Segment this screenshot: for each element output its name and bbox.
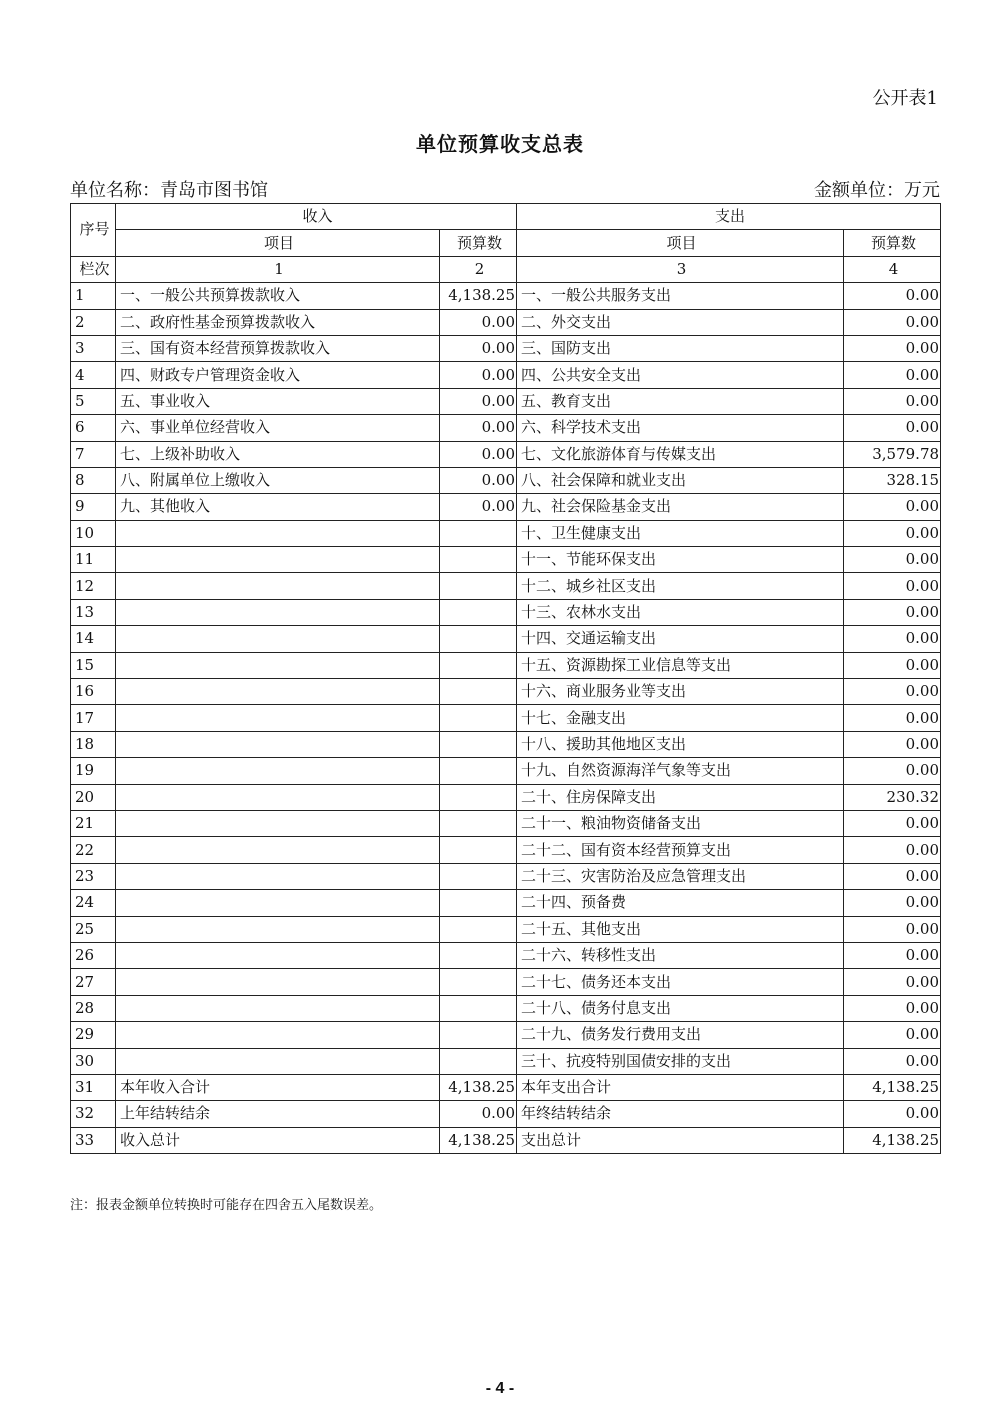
- expense-item-cell: 十七、金融支出: [517, 705, 844, 731]
- row-seq-cell: 26: [71, 942, 116, 968]
- column-number-label: 栏次: [71, 256, 116, 282]
- income-item-cell: [116, 863, 440, 889]
- income-item-cell: 二、政府性基金预算拨款收入: [116, 309, 440, 335]
- expense-amount-cell: 0.00: [844, 916, 941, 942]
- row-seq-cell: 6: [71, 415, 116, 441]
- table-label: 公开表1: [872, 88, 938, 109]
- budget-summary-table: [70, 203, 941, 1154]
- expense-item-cell: 十、卫生健康支出: [517, 520, 844, 546]
- income-amount-cell: [440, 758, 517, 784]
- table-row: [71, 863, 941, 889]
- table-row: [71, 679, 941, 705]
- expense-item-cell: 支出总计: [517, 1127, 844, 1153]
- column-number-1: 1: [116, 256, 440, 282]
- income-amount-cell: 0.00: [440, 415, 517, 441]
- income-item-cell: 一、一般公共预算拨款收入: [116, 283, 440, 309]
- income-item-cell: 三、国有资本经营预算拨款收入: [116, 335, 440, 361]
- income-item-cell: [116, 916, 440, 942]
- income-amount-cell: [440, 705, 517, 731]
- income-item-cell: [116, 573, 440, 599]
- expense-amount-cell: 0.00: [844, 863, 941, 889]
- row-seq-cell: 7: [71, 441, 116, 467]
- expense-amount-cell: 0.00: [844, 810, 941, 836]
- income-item-cell: 四、财政专户管理资金收入: [116, 362, 440, 388]
- income-amount-cell: 0.00: [440, 362, 517, 388]
- income-amount-cell: [440, 995, 517, 1021]
- table-row: [71, 995, 941, 1021]
- expense-item-cell: 十二、城乡社区支出: [517, 573, 844, 599]
- expense-item-cell: 二十一、粮油物资储备支出: [517, 810, 844, 836]
- expense-item-cell: 十一、节能环保支出: [517, 547, 844, 573]
- row-seq-cell: 1: [71, 283, 116, 309]
- row-seq-cell: 11: [71, 547, 116, 573]
- table-row: [71, 283, 941, 309]
- row-seq-cell: 4: [71, 362, 116, 388]
- table-row: [71, 335, 941, 361]
- expense-item-cell: 二十、住房保障支出: [517, 784, 844, 810]
- income-item-cell: [116, 969, 440, 995]
- income-item-cell: 本年收入合计: [116, 1074, 440, 1100]
- expense-item-cell: 一、一般公共服务支出: [517, 283, 844, 309]
- table-row: [71, 890, 941, 916]
- expense-amount-cell: 0.00: [844, 1022, 941, 1048]
- income-amount-cell: 0.00: [440, 494, 517, 520]
- expense-amount-cell: 0.00: [844, 335, 941, 361]
- table-row: [71, 1048, 941, 1074]
- amount-unit: 金额单位：万元: [814, 180, 940, 201]
- row-seq-cell: 15: [71, 652, 116, 678]
- column-number-3: 3: [517, 256, 844, 282]
- expense-amount-cell: 0.00: [844, 415, 941, 441]
- income-item-cell: [116, 758, 440, 784]
- expense-amount-cell: 4,138.25: [844, 1127, 941, 1153]
- row-seq-cell: 18: [71, 731, 116, 757]
- income-item-cell: [116, 679, 440, 705]
- income-amount-cell: [440, 679, 517, 705]
- income-item-cell: [116, 837, 440, 863]
- column-number-2: 2: [440, 256, 517, 282]
- income-item-header: 项目: [116, 230, 440, 256]
- income-item-cell: [116, 942, 440, 968]
- expense-item-cell: 十八、援助其他地区支出: [517, 731, 844, 757]
- table-row: [71, 467, 941, 493]
- row-seq-cell: 27: [71, 969, 116, 995]
- income-amount-cell: [440, 837, 517, 863]
- income-item-cell: [116, 599, 440, 625]
- expense-amount-cell: 0.00: [844, 652, 941, 678]
- expense-item-cell: 二十三、灾害防治及应急管理支出: [517, 863, 844, 889]
- expense-item-cell: 三十、抗疫特别国债安排的支出: [517, 1048, 844, 1074]
- income-amount-cell: 4,138.25: [440, 283, 517, 309]
- income-amount-cell: 0.00: [440, 335, 517, 361]
- row-seq-cell: 13: [71, 599, 116, 625]
- income-item-cell: [116, 705, 440, 731]
- expense-amount-cell: 328.15: [844, 467, 941, 493]
- expense-item-header: 项目: [517, 230, 844, 256]
- table-row: [71, 520, 941, 546]
- income-amount-cell: [440, 890, 517, 916]
- income-amount-cell: [440, 626, 517, 652]
- income-amount-cell: 4,138.25: [440, 1074, 517, 1100]
- table-row: [71, 309, 941, 335]
- income-amount-cell: [440, 573, 517, 599]
- page-title: 单位预算收支总表: [416, 132, 584, 156]
- expense-item-cell: 十六、商业服务业等支出: [517, 679, 844, 705]
- unit-name: 单位名称：青岛市图书馆: [70, 180, 268, 201]
- row-seq-cell: 25: [71, 916, 116, 942]
- table-row: [71, 731, 941, 757]
- expense-item-cell: 二、外交支出: [517, 309, 844, 335]
- column-number-row: [71, 256, 941, 282]
- income-amount-cell: [440, 942, 517, 968]
- column-number-4: 4: [844, 256, 941, 282]
- row-seq-cell: 24: [71, 890, 116, 916]
- income-amount-cell: [440, 863, 517, 889]
- row-seq-cell: 20: [71, 784, 116, 810]
- income-item-cell: 五、事业收入: [116, 388, 440, 414]
- row-seq-cell: 12: [71, 573, 116, 599]
- expense-item-cell: 九、社会保险基金支出: [517, 494, 844, 520]
- income-item-cell: 八、附属单位上缴收入: [116, 467, 440, 493]
- income-amount-cell: [440, 520, 517, 546]
- income-amount-cell: [440, 1048, 517, 1074]
- expense-amount-cell: 0.00: [844, 679, 941, 705]
- table-row: [71, 758, 941, 784]
- table-row: [71, 494, 941, 520]
- income-amount-cell: [440, 784, 517, 810]
- table-row: [71, 652, 941, 678]
- expense-amount-cell: 230.32: [844, 784, 941, 810]
- row-seq-cell: 2: [71, 309, 116, 335]
- row-seq-cell: 10: [71, 520, 116, 546]
- income-item-cell: [116, 731, 440, 757]
- table-body: [71, 283, 941, 1154]
- table-row: [71, 1101, 941, 1127]
- table-row: [71, 599, 941, 625]
- table-row: [71, 969, 941, 995]
- table-row: [71, 942, 941, 968]
- income-item-cell: 收入总计: [116, 1127, 440, 1153]
- table-row: [71, 547, 941, 573]
- footnote: 注：报表金额单位转换时可能存在四舍五入尾数误差。: [70, 1198, 383, 1213]
- expense-item-cell: 十五、资源勘探工业信息等支出: [517, 652, 844, 678]
- expense-item-cell: 十九、自然资源海洋气象等支出: [517, 758, 844, 784]
- income-amount-cell: 0.00: [440, 309, 517, 335]
- expense-item-cell: 二十六、转移性支出: [517, 942, 844, 968]
- expense-amount-cell: 0.00: [844, 969, 941, 995]
- income-item-cell: [116, 890, 440, 916]
- income-item-cell: [116, 547, 440, 573]
- table-row: [71, 784, 941, 810]
- expense-amount-cell: 0.00: [844, 758, 941, 784]
- header-row-2: [71, 230, 941, 256]
- income-item-cell: 上年结转结余: [116, 1101, 440, 1127]
- income-amount-cell: [440, 1022, 517, 1048]
- table-row: [71, 362, 941, 388]
- row-seq-cell: 8: [71, 467, 116, 493]
- expense-item-cell: 二十五、其他支出: [517, 916, 844, 942]
- row-seq-cell: 16: [71, 679, 116, 705]
- table-row: [71, 1022, 941, 1048]
- table-row: [71, 441, 941, 467]
- expense-item-cell: 本年支出合计: [517, 1074, 844, 1100]
- income-item-cell: [116, 810, 440, 836]
- expense-amount-cell: 0.00: [844, 309, 941, 335]
- expense-amount-cell: 0.00: [844, 837, 941, 863]
- expense-amount-cell: 0.00: [844, 995, 941, 1021]
- income-amount-cell: 0.00: [440, 1101, 517, 1127]
- expense-amount-cell: 0.00: [844, 942, 941, 968]
- expense-item-cell: 二十七、债务还本支出: [517, 969, 844, 995]
- table-row: [71, 837, 941, 863]
- expense-amount-cell: 4,138.25: [844, 1074, 941, 1100]
- income-item-cell: [116, 784, 440, 810]
- expense-item-cell: 六、科学技术支出: [517, 415, 844, 441]
- expense-amount-cell: 0.00: [844, 1101, 941, 1127]
- expense-amount-cell: 0.00: [844, 494, 941, 520]
- income-amount-cell: [440, 731, 517, 757]
- income-amount-cell: [440, 652, 517, 678]
- income-amount-cell: [440, 547, 517, 573]
- expense-header: 支出: [517, 204, 941, 230]
- row-seq-cell: 28: [71, 995, 116, 1021]
- income-amount-cell: 4,138.25: [440, 1127, 517, 1153]
- expense-amount-cell: 0.00: [844, 547, 941, 573]
- table-row: [71, 573, 941, 599]
- row-seq-cell: 3: [71, 335, 116, 361]
- header-row-1: [71, 204, 941, 230]
- table-row: [71, 626, 941, 652]
- row-seq-cell: 30: [71, 1048, 116, 1074]
- expense-amount-cell: 0.00: [844, 890, 941, 916]
- page-number: - 4 -: [485, 1380, 515, 1397]
- row-seq-cell: 32: [71, 1101, 116, 1127]
- expense-amount-cell: 0.00: [844, 573, 941, 599]
- income-item-cell: 七、上级补助收入: [116, 441, 440, 467]
- expense-item-cell: 十四、交通运输支出: [517, 626, 844, 652]
- income-item-cell: [116, 626, 440, 652]
- expense-amount-cell: 0.00: [844, 362, 941, 388]
- income-header: 收入: [116, 204, 517, 230]
- income-amount-cell: [440, 969, 517, 995]
- row-seq-cell: 21: [71, 810, 116, 836]
- table-row: [71, 810, 941, 836]
- table-row: [71, 916, 941, 942]
- row-seq-cell: 19: [71, 758, 116, 784]
- expense-item-cell: 八、社会保障和就业支出: [517, 467, 844, 493]
- income-amount-cell: 0.00: [440, 467, 517, 493]
- row-seq-cell: 33: [71, 1127, 116, 1153]
- expense-amount-cell: 0.00: [844, 626, 941, 652]
- table-row: [71, 415, 941, 441]
- income-amount-cell: 0.00: [440, 441, 517, 467]
- income-item-cell: [116, 1048, 440, 1074]
- income-budget-header: 预算数: [440, 230, 517, 256]
- expense-item-cell: 二十八、债务付息支出: [517, 995, 844, 1021]
- income-item-cell: [116, 520, 440, 546]
- income-amount-cell: [440, 599, 517, 625]
- expense-item-cell: 四、公共安全支出: [517, 362, 844, 388]
- row-seq-cell: 5: [71, 388, 116, 414]
- expense-item-cell: 二十二、国有资本经营预算支出: [517, 837, 844, 863]
- income-amount-cell: 0.00: [440, 388, 517, 414]
- expense-item-cell: 十三、农林水支出: [517, 599, 844, 625]
- table-row: [71, 705, 941, 731]
- income-item-cell: 六、事业单位经营收入: [116, 415, 440, 441]
- row-seq-cell: 29: [71, 1022, 116, 1048]
- income-item-cell: [116, 995, 440, 1021]
- row-seq-cell: 9: [71, 494, 116, 520]
- table-row: [71, 1127, 941, 1153]
- row-seq-cell: 14: [71, 626, 116, 652]
- row-seq-cell: 22: [71, 837, 116, 863]
- income-item-cell: [116, 652, 440, 678]
- income-amount-cell: [440, 810, 517, 836]
- expense-amount-cell: 3,579.78: [844, 441, 941, 467]
- table-row: [71, 1074, 941, 1100]
- expense-item-cell: 三、国防支出: [517, 335, 844, 361]
- expense-item-cell: 年终结转结余: [517, 1101, 844, 1127]
- expense-amount-cell: 0.00: [844, 520, 941, 546]
- income-item-cell: 九、其他收入: [116, 494, 440, 520]
- expense-item-cell: 二十九、债务发行费用支出: [517, 1022, 844, 1048]
- table-row: [71, 388, 941, 414]
- expense-amount-cell: 0.00: [844, 283, 941, 309]
- expense-amount-cell: 0.00: [844, 599, 941, 625]
- expense-item-cell: 二十四、预备费: [517, 890, 844, 916]
- row-seq-cell: 31: [71, 1074, 116, 1100]
- income-item-cell: [116, 1022, 440, 1048]
- expense-budget-header: 预算数: [844, 230, 941, 256]
- unit-info-row: [70, 176, 940, 202]
- expense-amount-cell: 0.00: [844, 705, 941, 731]
- expense-amount-cell: 0.00: [844, 1048, 941, 1074]
- income-amount-cell: [440, 916, 517, 942]
- expense-item-cell: 五、教育支出: [517, 388, 844, 414]
- row-seq-cell: 17: [71, 705, 116, 731]
- expense-item-cell: 七、文化旅游体育与传媒支出: [517, 441, 844, 467]
- row-seq-cell: 23: [71, 863, 116, 889]
- expense-amount-cell: 0.00: [844, 731, 941, 757]
- expense-amount-cell: 0.00: [844, 388, 941, 414]
- seq-header: 序号: [71, 204, 116, 257]
